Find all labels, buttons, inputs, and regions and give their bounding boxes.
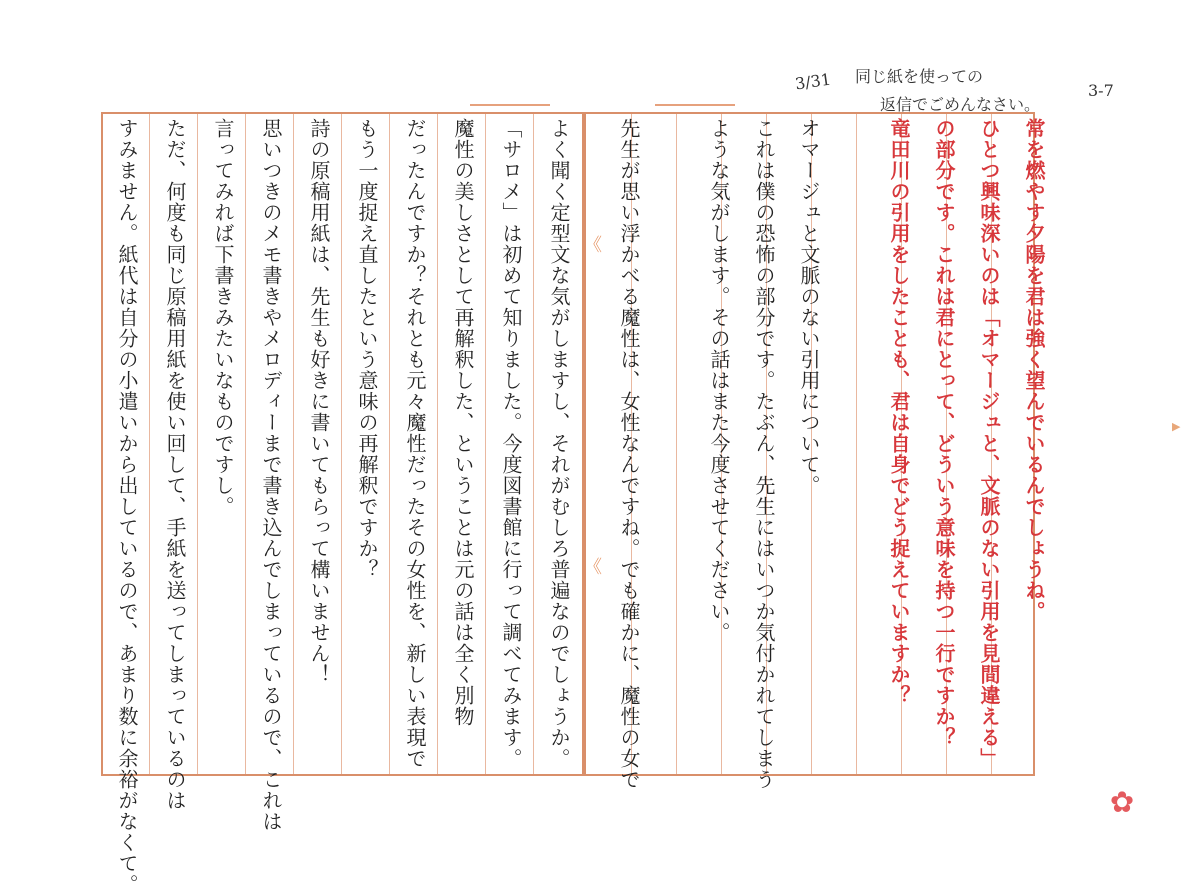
left-column-text: 思いつきのメモ書きやメロディーまで書き込んでしまっているので、これは — [259, 118, 283, 832]
left-column-text: もう一度捉え直したという意味の再解釈ですか？ — [355, 118, 379, 580]
left-column-text: 「サロメ」は初めて知りました。今度図書館に行って調べてみます。 — [499, 118, 523, 769]
page-id: 3-7 — [1088, 81, 1114, 100]
red-comment-column: の部分です。これは君にとって、どういう意味を持つ一行ですか？ — [932, 118, 956, 748]
grid-line — [245, 114, 246, 774]
right-column-text: オマージュと文脈のない引用について。 — [797, 118, 821, 496]
left-column-text: よく聞く定型文な気がしますし、それがむしろ普遍なのでしょうか。 — [547, 118, 571, 769]
left-column-text: ただ、何度も同じ原稿用紙を使い回して、手紙を送ってしまっているのは — [163, 118, 187, 811]
right-column-text: これは僕の恐怖の部分です。たぶん、先生にはいつか気付かれてしまう — [752, 118, 776, 790]
grid-line — [293, 114, 294, 774]
grid-line — [485, 114, 486, 774]
grid-line — [149, 114, 150, 774]
date-note: 3/31 — [793, 69, 833, 94]
center-binding-mark: 《 — [584, 235, 602, 256]
header-note-line-2: 返信でごめんなさい。 — [880, 95, 1041, 114]
grid-line — [197, 114, 198, 774]
right-edge-tick-mark: ▶ — [1172, 420, 1181, 433]
grid-line — [437, 114, 438, 774]
red-comment-column: ひとつ興味深いのは「オマージュと、文脈のない引用を見間違える」 — [977, 118, 1001, 769]
left-column-text: だったんですか？それとも元々魔性だったその女性を、新しい表現で — [403, 118, 427, 769]
header-note-line-1: 同じ紙を使っての — [855, 67, 984, 86]
left-column-text: 詩の原稿用紙は、先生も好きに書いてもらって構いません！ — [307, 118, 331, 685]
center-binding-mark: 《 — [584, 557, 602, 578]
red-comment-column: 竜田川の引用をしたことも、君は自身でどう捉えていますか？ — [887, 118, 911, 706]
left-column-text: すみません。紙代は自分の小遣いから出しているので、あまり数に余裕がなくて。 — [115, 118, 139, 895]
grid-line — [389, 114, 390, 774]
left-column-text: 言ってみれば下書きみたいなものですし。 — [211, 118, 235, 517]
grid-line — [533, 114, 534, 774]
grid-line — [676, 114, 677, 774]
top-right-orange-mark — [655, 104, 735, 106]
left-column-text: 魔性の美しさとして再解釈した、ということは元の話は全く別物 — [451, 118, 475, 727]
right-column-text: ような気がします。その話はまた今度させてください。 — [707, 118, 731, 643]
red-comment-column: 常を燃やす夕陽を君は強く望んでいるんでしょうね。 — [1022, 118, 1046, 622]
top-left-orange-mark — [470, 104, 550, 106]
grid-line — [341, 114, 342, 774]
flower-icon: ✿ — [1109, 785, 1135, 819]
grid-line — [856, 114, 857, 774]
right-column-text: 先生が思い浮かべる魔性は、女性なんですね。でも確かに、魔性の女で — [617, 118, 641, 790]
